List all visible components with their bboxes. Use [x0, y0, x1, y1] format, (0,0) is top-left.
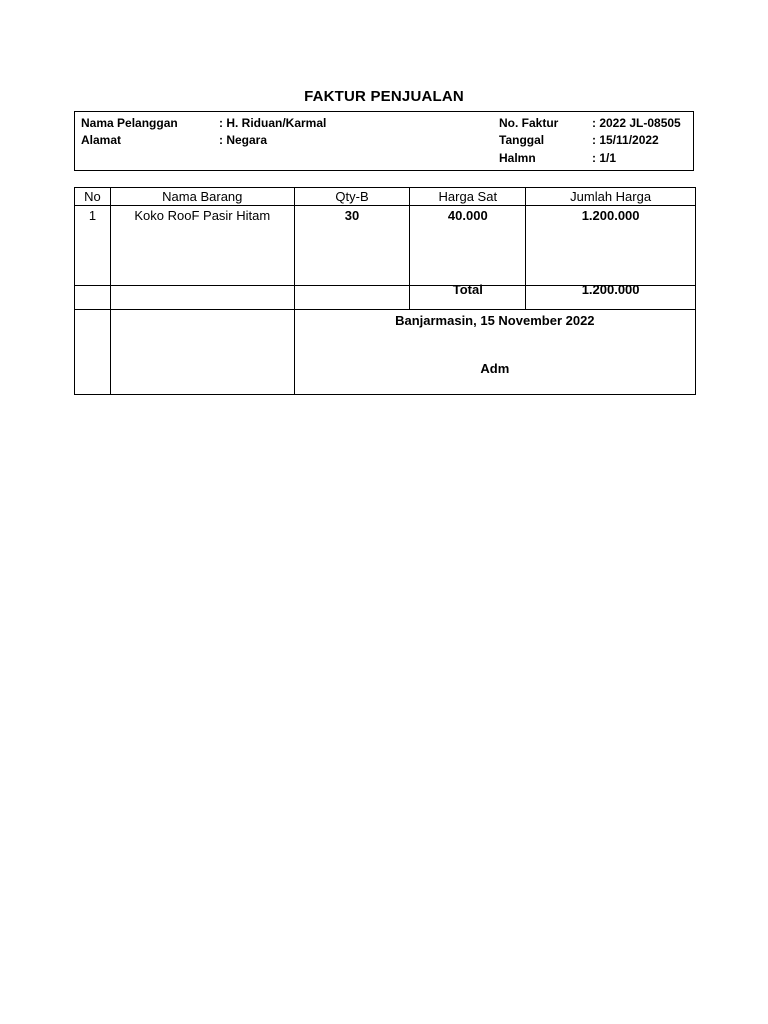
- total-empty-cell: [75, 286, 111, 310]
- invoice-header: [74, 111, 694, 171]
- signature-row: [75, 310, 696, 395]
- page-label: Halmn: [499, 151, 536, 165]
- address-label: Alamat: [81, 133, 122, 147]
- signature-place-date: Banjarmasin, 15 November 2022: [395, 313, 595, 328]
- column-header-qty: Qty-B: [294, 188, 410, 206]
- row-qty-cell: [294, 206, 410, 286]
- row-unit-price: 40.000: [447, 208, 488, 223]
- total-value-cell: [526, 282, 696, 310]
- signature-empty-cell: [110, 310, 294, 395]
- signature-empty-cell: [75, 310, 111, 395]
- column-header-unit-price: Harga Sat: [410, 188, 526, 206]
- signature-name: Adm: [480, 361, 510, 376]
- column-header-no: No: [75, 188, 111, 206]
- page-value: : 1/1: [592, 151, 617, 165]
- row-qty: 30: [344, 208, 360, 223]
- customer-value: : H. Riduan/Karmal: [219, 116, 327, 130]
- column-header-amount: Jumlah Harga: [526, 188, 696, 206]
- total-value: 1.200.000: [581, 282, 640, 297]
- total-label: Total: [452, 282, 483, 297]
- row-item-name: Koko RooF Pasir Hitam: [134, 208, 271, 223]
- row-no-cell: [75, 206, 111, 286]
- row-amount: 1.200.000: [581, 208, 640, 223]
- address-value: : Negara: [219, 133, 268, 147]
- date-label: Tanggal: [499, 133, 545, 147]
- invoice-title: FAKTUR PENJUALAN: [304, 88, 464, 105]
- total-empty-cell: [294, 286, 410, 310]
- table-header-row: [75, 188, 696, 206]
- column-header-item-name: Nama Barang: [110, 188, 294, 206]
- invoice-no-value: : 2022 JL-08505: [592, 116, 681, 130]
- row-name-cell: [110, 206, 294, 286]
- row-unit-price-cell: [410, 206, 526, 286]
- date-value: : 15/11/2022: [592, 133, 659, 147]
- total-empty-cell: [110, 286, 294, 310]
- row-no: 1: [88, 208, 97, 223]
- table-row: [75, 206, 696, 286]
- total-row: [75, 286, 696, 310]
- items-table: [74, 187, 696, 395]
- invoice-no-label: No. Faktur: [499, 116, 559, 130]
- customer-label: Nama Pelanggan: [81, 116, 178, 130]
- signature-cell: [294, 310, 695, 395]
- total-label-cell: [410, 282, 526, 310]
- row-amount-cell: [526, 206, 696, 286]
